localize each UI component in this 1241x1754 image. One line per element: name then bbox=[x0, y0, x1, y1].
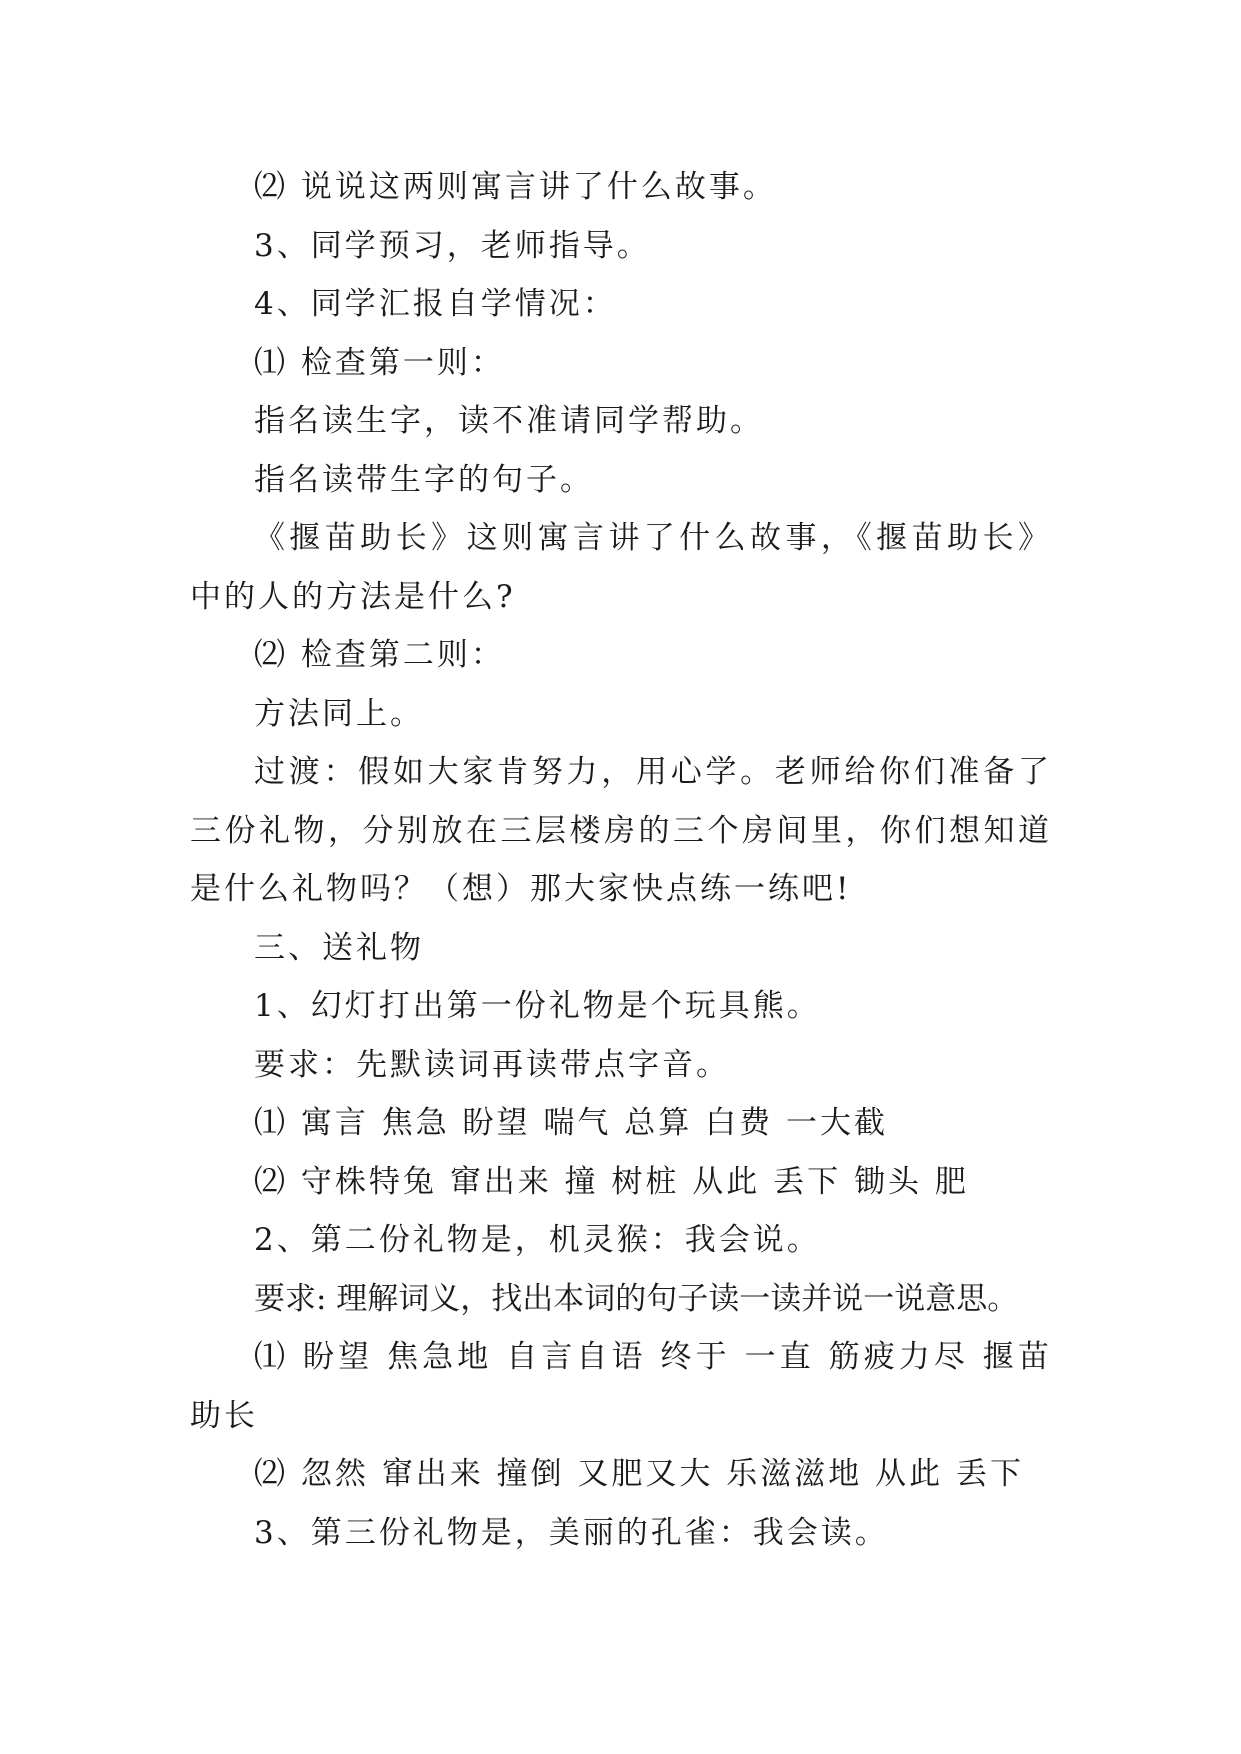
paragraph: ⑵ 检查第二则： bbox=[254, 637, 505, 673]
paragraph: 要求：先默读词再读带点字音。 bbox=[254, 1046, 730, 1083]
paragraph: 指名读带生字的句子。 bbox=[254, 461, 594, 498]
paragraph: 指名读生字，读不准请同学帮助。 bbox=[254, 403, 764, 439]
word-list: ⑴ 寓言 焦急 盼望 喘气 总算 白费 一大截 bbox=[254, 1105, 888, 1141]
document-body bbox=[190, 158, 1052, 1562]
paragraph: 过渡：假如大家肯努力，用心学。老师给你们准备了三份礼物，分别放在三层楼房的三个房间里，你们想知道是什么礼物吗？（想）那大家快点练一练吧! bbox=[190, 754, 1052, 907]
word-list: ⑵ 守株特兔 窜出来 撞 树桩 从此 丢下 锄头 肥 bbox=[254, 1163, 969, 1200]
paragraph: ⑵ 说说这两则寓言讲了什么故事。 bbox=[254, 169, 777, 205]
paragraph: 3、第三份礼物是，美丽的孔雀：我会读。 bbox=[254, 1514, 889, 1551]
section-heading: 三、送礼物 bbox=[254, 929, 424, 966]
paragraph: 3、同学预习，老师指导。 bbox=[254, 227, 651, 264]
paragraph: 1、幻灯打出第一份礼物是个玩具熊。 bbox=[254, 988, 821, 1024]
paragraph: 要求: 理解词义，找出本词的句子读一读并说一说意思。 bbox=[254, 1280, 1019, 1317]
paragraph: 方法同上。 bbox=[254, 695, 424, 732]
paragraph: 4、同学汇报自学情况： bbox=[254, 286, 617, 322]
paragraph: 2、第二份礼物是，机灵猴：我会说。 bbox=[254, 1222, 821, 1258]
paragraph: ⑴ 检查第一则： bbox=[254, 344, 505, 381]
word-list: ⑵ 忽然 窜出来 撞倒 又肥又大 乐滋滋地 从此 丢下 bbox=[254, 1456, 1024, 1492]
word-list: ⑴ 盼望 焦急地 自言自语 终于 一直 筋疲力尽 揠苗助长 bbox=[190, 1339, 1052, 1434]
paragraph: 《揠苗助长》这则寓言讲了什么故事，《揠苗助长》中的人的方法是什么? bbox=[190, 520, 1052, 615]
